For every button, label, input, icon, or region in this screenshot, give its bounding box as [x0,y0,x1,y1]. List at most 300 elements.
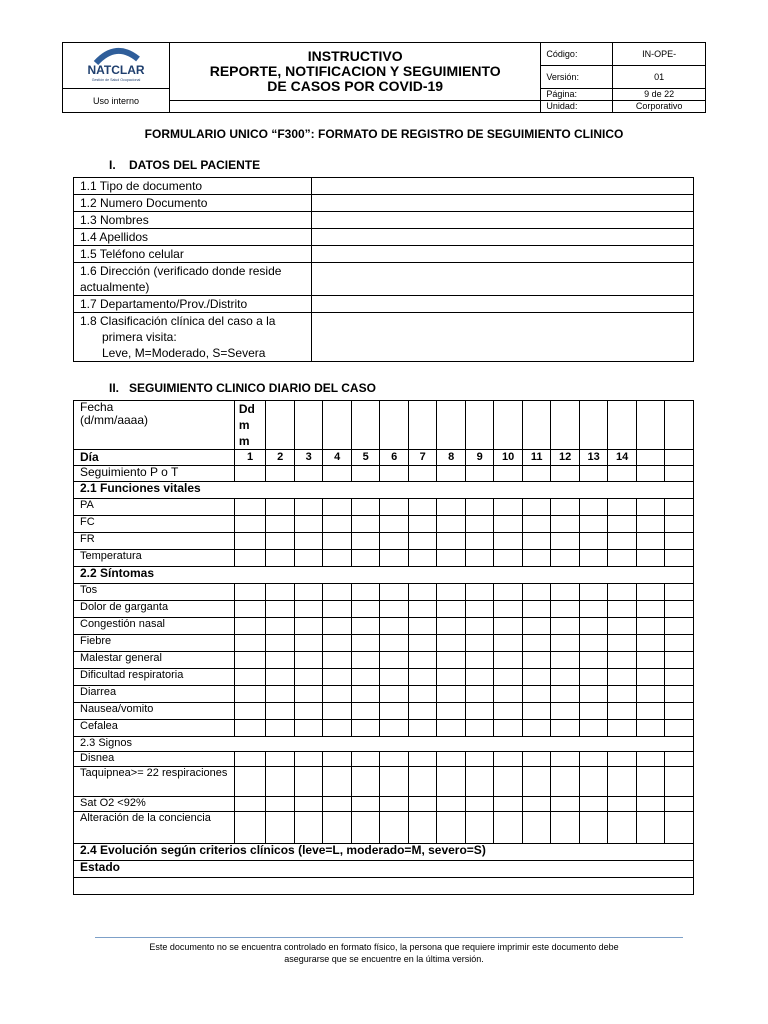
entry-cell[interactable] [266,516,295,533]
entry-cell[interactable] [465,812,494,844]
entry-cell[interactable] [522,720,551,737]
entry-cell[interactable] [408,686,437,703]
entry-cell[interactable] [465,797,494,812]
entry-cell[interactable] [608,584,637,601]
entry-cell[interactable] [351,767,380,797]
entry-cell[interactable] [351,550,380,567]
entry-cell[interactable] [380,652,409,669]
entry-cell[interactable] [437,752,466,767]
entry-cell[interactable] [636,686,665,703]
entry-cell[interactable] [522,516,551,533]
fecha-cell[interactable] [551,401,580,450]
entry-cell[interactable] [608,669,637,686]
entry-cell[interactable] [437,652,466,669]
entry-cell[interactable] [608,720,637,737]
entry-cell[interactable] [408,601,437,618]
entry-cell[interactable] [608,797,637,812]
entry-cell[interactable] [408,550,437,567]
entry-cell[interactable] [465,516,494,533]
entry-cell[interactable] [636,767,665,797]
entry-cell[interactable] [494,767,523,797]
fecha-cell[interactable] [323,401,352,450]
fecha-cell[interactable] [408,401,437,450]
entry-cell[interactable] [522,752,551,767]
entry-cell[interactable] [551,797,580,812]
entry-cell[interactable] [380,635,409,652]
entry-cell[interactable] [408,584,437,601]
entry-cell[interactable] [408,618,437,635]
entry-cell[interactable] [294,618,323,635]
entry-cell[interactable] [294,635,323,652]
entry-cell[interactable] [579,550,608,567]
entry-cell[interactable] [323,812,352,844]
entry-cell[interactable] [234,584,266,601]
entry-cell[interactable] [351,752,380,767]
fecha-cell[interactable] [608,401,637,450]
entry-cell[interactable] [294,767,323,797]
entry-cell[interactable] [636,516,665,533]
entry-cell[interactable] [665,533,694,550]
entry-cell[interactable] [465,720,494,737]
entry-cell[interactable] [351,635,380,652]
entry-cell[interactable] [266,584,295,601]
fecha-cell[interactable] [494,401,523,450]
entry-cell[interactable] [522,767,551,797]
entry-cell[interactable] [494,466,523,482]
entry-cell[interactable] [351,601,380,618]
entry-cell[interactable] [323,669,352,686]
entry-cell[interactable] [408,652,437,669]
entry-cell[interactable] [266,652,295,669]
entry-cell[interactable] [351,533,380,550]
entry-cell[interactable] [437,516,466,533]
entry-cell[interactable] [437,601,466,618]
entry-cell[interactable] [323,752,352,767]
entry-cell[interactable] [636,669,665,686]
patient-row-value[interactable] [312,296,694,313]
entry-cell[interactable] [437,686,466,703]
entry-cell[interactable] [608,635,637,652]
entry-cell[interactable] [608,516,637,533]
entry-cell[interactable] [323,720,352,737]
entry-cell[interactable] [266,669,295,686]
entry-cell[interactable] [494,533,523,550]
entry-cell[interactable] [294,752,323,767]
entry-cell[interactable] [437,812,466,844]
entry-cell[interactable] [465,635,494,652]
entry-cell[interactable] [380,703,409,720]
entry-cell[interactable] [636,466,665,482]
entry-cell[interactable] [522,584,551,601]
entry-cell[interactable] [380,752,409,767]
entry-cell[interactable] [494,812,523,844]
entry-cell[interactable] [636,752,665,767]
entry-cell[interactable] [465,584,494,601]
entry-cell[interactable] [437,533,466,550]
entry-cell[interactable] [522,797,551,812]
fecha-cell[interactable] [522,401,551,450]
entry-cell[interactable] [665,669,694,686]
entry-cell[interactable] [579,797,608,812]
entry-cell[interactable] [408,767,437,797]
entry-cell[interactable] [323,499,352,516]
entry-cell[interactable] [408,752,437,767]
entry-cell[interactable] [294,584,323,601]
entry-cell[interactable] [437,499,466,516]
patient-row-value[interactable] [312,246,694,263]
entry-cell[interactable] [494,516,523,533]
entry-cell[interactable] [494,499,523,516]
entry-cell[interactable] [636,635,665,652]
entry-cell[interactable] [266,635,295,652]
entry-cell[interactable] [234,812,266,844]
entry-cell[interactable] [234,669,266,686]
entry-cell[interactable] [608,686,637,703]
entry-cell[interactable] [551,601,580,618]
patient-row-value[interactable] [312,178,694,195]
entry-cell[interactable] [380,466,409,482]
entry-cell[interactable] [551,533,580,550]
entry-cell[interactable] [234,601,266,618]
patient-row-value[interactable] [312,195,694,212]
entry-cell[interactable] [608,466,637,482]
entry-cell[interactable] [665,686,694,703]
entry-cell[interactable] [665,466,694,482]
entry-cell[interactable] [665,652,694,669]
entry-cell[interactable] [351,812,380,844]
entry-cell[interactable] [351,669,380,686]
entry-cell[interactable] [551,686,580,703]
entry-cell[interactable] [380,618,409,635]
entry-cell[interactable] [522,686,551,703]
entry-cell[interactable] [234,720,266,737]
entry-cell[interactable] [323,584,352,601]
entry-cell[interactable] [351,652,380,669]
entry-cell[interactable] [579,812,608,844]
entry-cell[interactable] [294,550,323,567]
entry-cell[interactable] [636,797,665,812]
entry-cell[interactable] [323,601,352,618]
entry-cell[interactable] [465,752,494,767]
entry-cell[interactable] [323,797,352,812]
entry-cell[interactable] [266,720,295,737]
entry-cell[interactable] [522,669,551,686]
entry-cell[interactable] [636,652,665,669]
entry-cell[interactable] [294,669,323,686]
entry-cell[interactable] [494,550,523,567]
entry-cell[interactable] [323,686,352,703]
entry-cell[interactable] [465,601,494,618]
entry-cell[interactable] [465,686,494,703]
entry-cell[interactable] [323,618,352,635]
entry-cell[interactable] [579,669,608,686]
entry-cell[interactable] [551,499,580,516]
entry-cell[interactable] [408,516,437,533]
entry-cell[interactable] [551,635,580,652]
entry-cell[interactable] [234,550,266,567]
entry-cell[interactable] [665,767,694,797]
entry-cell[interactable] [408,812,437,844]
entry-cell[interactable] [380,550,409,567]
entry-cell[interactable] [636,812,665,844]
entry-cell[interactable] [465,652,494,669]
entry-cell[interactable] [465,767,494,797]
entry-cell[interactable] [665,499,694,516]
entry-cell[interactable] [323,533,352,550]
entry-cell[interactable] [579,499,608,516]
entry-cell[interactable] [522,533,551,550]
entry-cell[interactable] [665,720,694,737]
entry-cell[interactable] [665,703,694,720]
entry-cell[interactable] [608,618,637,635]
entry-cell[interactable] [522,499,551,516]
entry-cell[interactable] [323,466,352,482]
entry-cell[interactable] [608,703,637,720]
entry-cell[interactable] [579,618,608,635]
entry-cell[interactable] [437,703,466,720]
entry-cell[interactable] [437,669,466,686]
fecha-cell[interactable] [437,401,466,450]
entry-cell[interactable] [351,499,380,516]
entry-cell[interactable] [380,767,409,797]
entry-cell[interactable] [579,652,608,669]
entry-cell[interactable] [665,812,694,844]
entry-cell[interactable] [266,499,295,516]
entry-cell[interactable] [234,516,266,533]
entry-cell[interactable] [465,499,494,516]
entry-cell[interactable] [408,669,437,686]
entry-cell[interactable] [351,797,380,812]
entry-cell[interactable] [608,767,637,797]
entry-cell[interactable] [294,466,323,482]
entry-cell[interactable] [636,499,665,516]
fecha-cell[interactable] [465,401,494,450]
entry-cell[interactable] [294,652,323,669]
entry-cell[interactable] [323,767,352,797]
entry-cell[interactable] [234,752,266,767]
entry-cell[interactable] [551,584,580,601]
fecha-cell[interactable] [636,401,665,450]
entry-cell[interactable] [234,618,266,635]
entry-cell[interactable] [494,635,523,652]
entry-cell[interactable] [579,767,608,797]
entry-cell[interactable] [608,533,637,550]
entry-cell[interactable] [465,669,494,686]
entry-cell[interactable] [636,601,665,618]
entry-cell[interactable] [551,516,580,533]
entry-cell[interactable] [437,635,466,652]
entry-cell[interactable] [522,601,551,618]
fecha-cell[interactable] [266,401,295,450]
patient-row-value[interactable] [312,263,694,296]
entry-cell[interactable] [408,635,437,652]
entry-cell[interactable] [294,686,323,703]
entry-cell[interactable] [636,550,665,567]
entry-cell[interactable] [579,720,608,737]
entry-cell[interactable] [437,720,466,737]
fecha-cell[interactable] [380,401,409,450]
entry-cell[interactable] [551,767,580,797]
entry-cell[interactable] [494,618,523,635]
entry-cell[interactable] [551,669,580,686]
entry-cell[interactable] [522,466,551,482]
entry-cell[interactable] [579,584,608,601]
entry-cell[interactable] [636,584,665,601]
entry-cell[interactable] [494,703,523,720]
entry-cell[interactable] [465,618,494,635]
entry-cell[interactable] [522,703,551,720]
entry-cell[interactable] [266,797,295,812]
entry-cell[interactable] [351,466,380,482]
entry-cell[interactable] [294,499,323,516]
entry-cell[interactable] [522,812,551,844]
entry-cell[interactable] [234,635,266,652]
entry-cell[interactable] [579,516,608,533]
entry-cell[interactable] [380,516,409,533]
entry-cell[interactable] [494,584,523,601]
entry-cell[interactable] [437,584,466,601]
entry-cell[interactable] [380,797,409,812]
entry-cell[interactable] [266,767,295,797]
fecha-cell[interactable] [665,401,694,450]
entry-cell[interactable] [266,601,295,618]
entry-cell[interactable] [380,601,409,618]
entry-cell[interactable] [494,752,523,767]
entry-cell[interactable] [636,618,665,635]
entry-cell[interactable] [323,635,352,652]
entry-cell[interactable] [351,703,380,720]
entry-cell[interactable] [551,652,580,669]
entry-cell[interactable] [323,550,352,567]
entry-cell[interactable] [408,533,437,550]
entry-cell[interactable] [465,466,494,482]
entry-cell[interactable] [608,550,637,567]
entry-cell[interactable] [266,550,295,567]
entry-cell[interactable] [380,499,409,516]
entry-cell[interactable] [608,499,637,516]
entry-cell[interactable] [665,516,694,533]
entry-cell[interactable] [437,618,466,635]
entry-cell[interactable] [266,812,295,844]
entry-cell[interactable] [408,466,437,482]
entry-cell[interactable] [266,686,295,703]
entry-cell[interactable] [323,703,352,720]
entry-cell[interactable] [579,601,608,618]
entry-cell[interactable] [665,752,694,767]
entry-cell[interactable] [234,797,266,812]
entry-cell[interactable] [522,635,551,652]
entry-cell[interactable] [608,752,637,767]
entry-cell[interactable] [294,601,323,618]
entry-cell[interactable] [465,550,494,567]
entry-cell[interactable] [494,669,523,686]
entry-cell[interactable] [437,466,466,482]
entry-cell[interactable] [522,618,551,635]
entry-cell[interactable] [665,584,694,601]
entry-cell[interactable] [408,499,437,516]
entry-cell[interactable] [351,720,380,737]
patient-row-value[interactable] [312,313,694,362]
entry-cell[interactable] [323,652,352,669]
entry-cell[interactable] [351,618,380,635]
entry-cell[interactable] [380,584,409,601]
entry-cell[interactable] [234,533,266,550]
entry-cell[interactable] [380,533,409,550]
entry-cell[interactable] [494,720,523,737]
entry-cell[interactable] [608,652,637,669]
entry-cell[interactable] [551,812,580,844]
entry-cell[interactable] [380,812,409,844]
fecha-cell[interactable] [351,401,380,450]
entry-cell[interactable] [234,767,266,797]
entry-cell[interactable] [608,812,637,844]
fecha-cell[interactable] [294,401,323,450]
entry-cell[interactable] [551,466,580,482]
entry-cell[interactable] [665,797,694,812]
entry-cell[interactable] [234,652,266,669]
entry-cell[interactable] [294,533,323,550]
entry-cell[interactable] [665,601,694,618]
entry-cell[interactable] [465,533,494,550]
entry-cell[interactable] [551,752,580,767]
entry-cell[interactable] [665,550,694,567]
entry-cell[interactable] [234,686,266,703]
entry-cell[interactable] [294,516,323,533]
entry-cell[interactable] [437,550,466,567]
entry-cell[interactable] [234,466,266,482]
entry-cell[interactable] [579,635,608,652]
fecha-cell[interactable] [579,401,608,450]
entry-cell[interactable] [266,618,295,635]
entry-cell[interactable] [522,652,551,669]
entry-cell[interactable] [266,466,295,482]
entry-cell[interactable] [494,797,523,812]
entry-cell[interactable] [408,797,437,812]
entry-cell[interactable] [494,652,523,669]
entry-cell[interactable] [294,797,323,812]
entry-cell[interactable] [665,618,694,635]
entry-cell[interactable] [380,720,409,737]
entry-cell[interactable] [351,686,380,703]
entry-cell[interactable] [522,550,551,567]
entry-cell[interactable] [579,703,608,720]
patient-row-value[interactable] [312,229,694,246]
entry-cell[interactable] [636,703,665,720]
entry-cell[interactable] [551,550,580,567]
entry-cell[interactable] [437,767,466,797]
patient-row-value[interactable] [312,212,694,229]
entry-cell[interactable] [551,703,580,720]
entry-cell[interactable] [579,533,608,550]
entry-cell[interactable] [351,584,380,601]
entry-cell[interactable] [494,601,523,618]
entry-cell[interactable] [665,635,694,652]
entry-cell[interactable] [465,703,494,720]
entry-cell[interactable] [408,703,437,720]
entry-cell[interactable] [636,720,665,737]
entry-cell[interactable] [234,703,266,720]
entry-cell[interactable] [608,601,637,618]
entry-cell[interactable] [380,686,409,703]
entry-cell[interactable] [579,752,608,767]
entry-cell[interactable] [494,686,523,703]
entry-cell[interactable] [579,686,608,703]
entry-cell[interactable] [266,703,295,720]
entry-cell[interactable] [266,752,295,767]
entry-cell[interactable] [579,466,608,482]
entry-cell[interactable] [408,720,437,737]
entry-cell[interactable] [636,533,665,550]
